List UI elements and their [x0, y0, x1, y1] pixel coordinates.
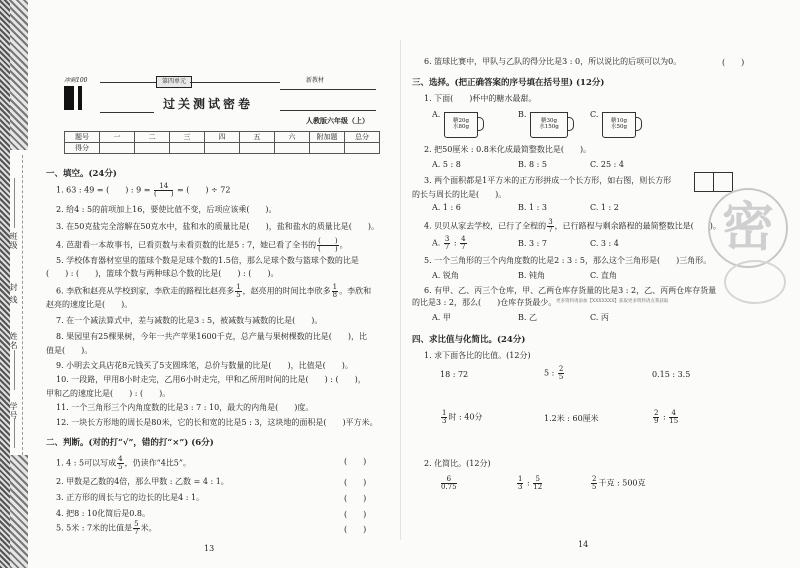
section4-heading: 四、求比值与化简比。(24分)	[412, 335, 526, 345]
frac-num: 1	[518, 475, 523, 483]
cup-c-sugar: 糖10g	[610, 118, 628, 124]
s1-q6-frac2	[332, 284, 338, 299]
s3-q2-opt-a: A. 5 : 8	[432, 160, 461, 169]
s3-q5-opt-a: A. 锐角	[432, 271, 459, 280]
s2-q3: 3. 正方形的周长与它的边长的比是4 : 1。	[56, 493, 205, 502]
s3-q3-opt-c: C. 1 : 2	[590, 203, 619, 212]
s1-q7: 7. 在一个减法算式中，差与减数的比是3 : 5，被减数与减数的比是( )。	[56, 316, 323, 325]
simplify-b-frac2	[533, 476, 542, 491]
cup-c	[602, 112, 636, 138]
s3-q6b: 的比是3 : 2，那么( )仓库存货最少。	[412, 298, 557, 307]
frac-num: 1	[332, 283, 338, 291]
frac-num: 6	[441, 476, 457, 484]
secret-stamp: 密	[708, 188, 788, 268]
frac-num: 5	[533, 476, 542, 484]
binding-hatch-bottom	[10, 455, 28, 568]
s3-q3-opt-b: B. 1 : 3	[518, 203, 547, 212]
s1-q10a: 10. 一段路，甲用8小时走完，乙用6小时走完，甲和乙所用时间的比是( ) : ( )，	[56, 375, 366, 384]
opt-a-sep: :	[451, 238, 460, 248]
ratio-a-frac	[441, 410, 447, 425]
s4-r1-a: 18 : 72	[440, 370, 469, 379]
section3-heading: 三、选择。(把正确答案的序号填在括号里) (12分)	[412, 78, 605, 88]
simplify-c-frac	[591, 476, 597, 491]
exam-title: 过关测试密卷	[163, 97, 254, 111]
score-cell	[345, 143, 380, 154]
frac-num: 2	[558, 365, 564, 373]
page-number-right: 14	[578, 540, 589, 549]
s3-q6-opt-b: B. 乙	[518, 313, 537, 322]
s1-q10b: 甲和乙的速度比是( ) : ( )。	[46, 389, 171, 398]
opt-a-frac2	[460, 236, 466, 251]
header-rule-mid	[190, 82, 280, 83]
s1-q12: 12. 一块长方形地的周长是80米，它的长和宽的比是5 : 3，这块地的面积是( )平方米。	[56, 418, 378, 427]
frac-den: 8	[332, 291, 338, 299]
header-rule-bottom-right	[280, 110, 376, 111]
s3-q2-opt-b: B. 8 : 5	[518, 160, 547, 169]
s4-r3-a	[440, 476, 458, 491]
score-head-7: 附加题	[310, 132, 345, 143]
s4-r2-a	[440, 410, 482, 425]
s2-q4: 4. 把8 : 10化简后是0.8。	[56, 509, 150, 518]
cup-b-water: 水150g	[539, 124, 559, 130]
s3-q5: 5. 一个三角形的三个内角度数的比是2 : 3 : 5，那么这个三角形是( )三角形。	[424, 256, 712, 265]
s2-q2: 2. 甲数是乙数的4倍，那么甲数 : 乙数 = 4 : 1。	[56, 477, 229, 486]
s4-r2-b: 1.2米 : 60厘米	[544, 414, 599, 423]
score-cell	[205, 143, 240, 154]
stamp-ring	[724, 260, 786, 304]
score-head-6: 六	[275, 132, 310, 143]
frac-den: 9	[654, 417, 659, 425]
opt-a-label: A.	[432, 238, 443, 248]
score-row-label: 得分	[65, 143, 100, 154]
s4-r1-c: 0.15 : 3.5	[652, 370, 691, 379]
s1-q1-a: 1. 63 : 49 = ( ) : 9 =	[56, 185, 154, 195]
seal-line	[22, 155, 23, 455]
frac-num: 4	[118, 455, 123, 463]
s3-q1-opt-c: C.	[590, 110, 599, 119]
score-head-1: 一	[100, 132, 135, 143]
header-rule-right	[280, 89, 376, 90]
frac-den: ( )	[318, 245, 338, 253]
name-field-line	[14, 350, 15, 390]
frac-num: 2	[592, 475, 597, 483]
s3-q6a: 6. 有甲、乙、丙三个仓库，甲、乙两仓库存货量的比是3 : 2，乙、丙两仓库存货量	[424, 286, 717, 295]
cup-a-sugar: 糖20g	[452, 118, 470, 124]
s4-r1-b	[544, 366, 565, 381]
ratio-c-frac1	[653, 410, 659, 425]
frac-den: 12	[533, 483, 543, 491]
frac-num: 3	[548, 218, 553, 226]
s1-q6-frac1	[235, 284, 241, 299]
s3-q5-opt-c: C. 直角	[590, 271, 617, 280]
s3-q1-opt-a: A.	[432, 110, 441, 119]
frac-den: 5	[236, 291, 241, 299]
frac-num: 1	[442, 409, 447, 417]
id-field-label: 学号	[9, 402, 18, 420]
s2-q5-b: 米。	[140, 523, 157, 533]
opt-a-frac1	[444, 236, 450, 251]
s3-q4	[424, 219, 721, 234]
score-cell	[275, 143, 310, 154]
s1-q4	[56, 238, 348, 253]
s1-q4-frac	[317, 238, 338, 253]
score-cell	[170, 143, 205, 154]
score-cell	[240, 143, 275, 154]
s1-q11: 11. 一个三角形三个内角度数的比是3 : 7 : 10，最大的内角是( )度。	[56, 403, 314, 412]
square-left	[694, 172, 714, 192]
s4-r3-c	[590, 476, 646, 491]
frac-num: 4	[669, 410, 678, 418]
cup-a-water: 水80g	[452, 124, 470, 130]
s1-q4-b: 。	[339, 240, 348, 250]
score-table	[64, 131, 380, 154]
frac-num: 2	[654, 409, 659, 417]
id-field-line	[14, 418, 15, 448]
s1-q1-frac	[154, 183, 173, 198]
ratio-b-frac	[558, 366, 564, 381]
cup-c-water: 水50g	[610, 124, 628, 130]
s3-q2-opt-c: C. 25 : 4	[590, 160, 624, 169]
s2-q5-frac	[133, 521, 139, 536]
frac-den: 7	[444, 243, 450, 251]
frac-den: 3	[442, 417, 447, 425]
s1-q8a: 8. 果园里有25棵果树，今年一共产苹果1600千克，总产量与果树棵数的比是( )，比	[56, 332, 367, 341]
ratio-c-sep: :	[660, 412, 669, 422]
s1-q2: 2. 给4 : 5的前项加上16，要使比值不变，后项应该乘( )。	[56, 205, 277, 214]
header-block	[64, 86, 74, 110]
s4-sub1: 1. 求下面各比的比值。(12分)	[424, 351, 531, 360]
simplify-b-frac1	[517, 476, 523, 491]
ratio-a-tail: 时 : 40分	[448, 412, 483, 422]
frac-den: 7	[134, 528, 139, 536]
s3-q4-b: ，已行路程与剩余路程的最简整数比是( )。	[554, 221, 721, 231]
frac-den: 0.75	[441, 483, 457, 491]
simplify-b-sep: :	[524, 478, 533, 488]
s1-q4-a: 4. 芭甜看一本故事书，已看页数与未看页数的比是5 : 7，她已看了全书的	[56, 240, 317, 250]
s3-q3b: 的长与周长的比是( )。	[412, 190, 507, 199]
s1-q8b: 值是( )。	[46, 346, 93, 355]
s2-q2-answer[interactable]: ( )	[344, 478, 367, 487]
header-rule-left	[100, 82, 156, 83]
s3-q4-a: 4. 贝贝从家去学校，已行了全程的	[424, 221, 547, 231]
page-number-left: 13	[204, 544, 215, 553]
square-right	[713, 172, 733, 192]
frac-den: 5	[118, 463, 123, 471]
cup-a	[444, 112, 478, 138]
cup-b	[530, 112, 568, 138]
s2-q3-answer[interactable]: ( )	[344, 494, 367, 503]
score-cell	[100, 143, 135, 154]
score-cell	[310, 143, 345, 154]
header-rule-bottom-left	[100, 112, 154, 113]
s3-q3a: 3. 两个面积都是1平方米的正方形拼成一个长方形，如右图，则长方形	[424, 176, 672, 185]
s4-r2-c	[652, 410, 679, 425]
s1-q9: 9. 小明去文具店花8元钱买了5支圆珠笔，总价与数量的比是( )，比值是( )。	[56, 361, 353, 370]
s3-q4-opt-a	[432, 236, 468, 251]
s3-q6-opt-c: C. 丙	[590, 313, 609, 322]
watermark-note: 更多资料请添加【XXXXXXX】获取更多资料请点我获取	[556, 299, 669, 304]
unit-badge: 第四单元	[156, 76, 192, 88]
frac-den: 3	[518, 483, 523, 491]
s3-q5-opt-b: B. 钝角	[518, 271, 545, 280]
s2-q5	[56, 521, 157, 536]
frac-num: 3	[444, 235, 450, 243]
frac-den: 5	[592, 483, 597, 491]
header-block-thin	[78, 86, 82, 110]
ratio-b-lead: 5 :	[544, 368, 557, 378]
s4-r3-b	[516, 476, 543, 491]
s1-q6-a: 6. 李欣和赵亮从学校到家，李欣走的路程比赵亮多	[56, 286, 235, 296]
s1-q5b: ( ) : ( )，篮球个数与两种球总个数的比是( ) : ( )。	[46, 269, 279, 278]
s2-q1-frac	[117, 456, 123, 471]
ratio-c-frac2	[669, 410, 678, 425]
name-field-label: 姓名	[9, 332, 18, 350]
edition-label: 人教版六年级（上）	[306, 116, 369, 125]
s2-q5-answer[interactable]: ( )	[344, 525, 367, 534]
s3-q4-frac	[547, 219, 553, 234]
score-head-2: 二	[135, 132, 170, 143]
s3-q4-opt-c: C. 3 : 4	[590, 239, 619, 248]
frac-den: 7	[461, 243, 466, 251]
s2-q1-a: 1. 4 : 5可以写成	[56, 458, 117, 468]
s2-q5-a: 5. 5米 : 7米的比值是	[56, 523, 133, 533]
frac-num: 1	[236, 283, 241, 291]
class-field-line	[14, 178, 15, 228]
simplify-a-frac	[441, 476, 457, 491]
seal-mark: 封 线	[9, 283, 18, 305]
s2-q1-answer[interactable]: ( )	[344, 457, 367, 466]
s3-q4-opt-b: B. 3 : 7	[518, 239, 547, 248]
page-divider	[400, 40, 401, 540]
s2-q6-answer[interactable]: ( )	[722, 58, 745, 67]
s1-q6-c: 。李欣和	[339, 286, 372, 296]
frac-num: ( )	[318, 237, 338, 245]
s2-q1-b: ，仍读作“4比5”。	[124, 458, 191, 468]
s3-q2: 2. 把50厘米 : 0.8米化成最简整数比是( )。	[424, 145, 592, 154]
s1-q5a: 5. 学校体育器材室里的篮球个数是足球个数的1.5倍，那么足球个数与篮球个数的比是	[56, 256, 359, 265]
s1-q1-b: = ( ) ÷ 72	[174, 185, 231, 195]
score-head-4: 四	[205, 132, 240, 143]
frac-den: ( )	[154, 190, 174, 198]
frac-den: 7	[548, 226, 553, 234]
score-head-0: 题号	[65, 132, 100, 143]
frac-num: 5	[134, 520, 139, 528]
binding-hatch-top	[10, 0, 28, 150]
section2-heading: 二、判断。(对的打“√”，错的打“×”) (6分)	[46, 438, 214, 448]
cup-b-sugar: 糖30g	[540, 118, 558, 124]
s1-q3: 3. 在50克盐完全溶解在50克水中，盐和水的质量比是( )，盐和盐水的质量比是( )。	[56, 222, 380, 231]
frac-den: 15	[669, 417, 679, 425]
s2-q1	[56, 456, 191, 471]
s3-q6-opt-a: A. 甲	[432, 313, 451, 322]
section1-heading: 一、填空。(24分)	[46, 169, 117, 179]
edition-tag: 新教材	[306, 77, 325, 84]
frac-den: 5	[558, 373, 564, 381]
brand-label: 冲刺100	[64, 77, 88, 84]
s1-q1	[56, 183, 230, 198]
frac-num: 4	[461, 235, 466, 243]
score-head-3: 三	[170, 132, 205, 143]
s4-sub2: 2. 化简比。(12分)	[424, 459, 491, 468]
score-head-5: 五	[240, 132, 275, 143]
s2-q6: 6. 篮球比赛中，甲队与乙队的得分比是3 : 0，所以说比的后项可以为0。	[424, 57, 682, 66]
s3-q3-opt-a: A. 1 : 6	[432, 203, 461, 212]
s1-q6a	[56, 284, 371, 299]
s2-q4-answer[interactable]: ( )	[344, 510, 367, 519]
s1-q6b: 赵亮的速度比是( )。	[46, 300, 133, 309]
s3-q1: 1. 下面( )杯中的糖水最甜。	[424, 94, 537, 103]
simplify-c-tail: 千克 : 500克	[598, 478, 646, 488]
frac-num: 14	[154, 183, 173, 191]
s1-q6-b: ，赵亮用的时间比李欣多	[242, 286, 331, 296]
class-field-label: 班级	[9, 232, 18, 250]
score-head-8: 总分	[345, 132, 380, 143]
s3-q1-opt-b: B.	[518, 110, 527, 119]
score-cell	[135, 143, 170, 154]
